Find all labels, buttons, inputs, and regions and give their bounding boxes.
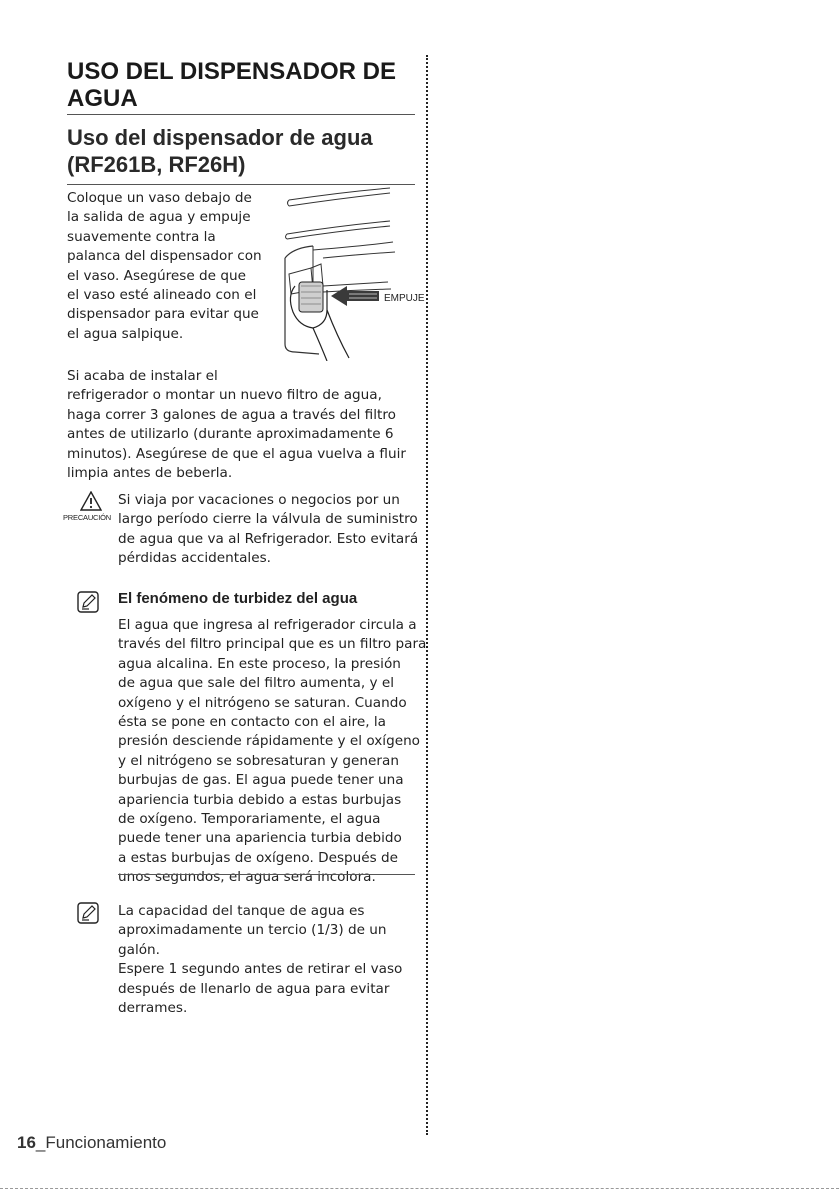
- note-line: derrames.: [118, 1000, 188, 1017]
- filter-line: refrigerador o montar un nuevo filtro de agua,: [67, 387, 382, 404]
- intro-line: el vaso. Asegúrese de que: [67, 267, 246, 284]
- note-line: después de llenarlo de agua para evitar: [118, 980, 390, 997]
- bottom-edge-line: [0, 1188, 839, 1189]
- footer-section-name: _Funcionamiento: [35, 1133, 167, 1152]
- note-line: puede tener una apariencia turbia debido: [118, 830, 402, 847]
- push-label: EMPUJE: [384, 293, 425, 304]
- note-line: través del filtro principal que es un filtro para: [118, 636, 427, 653]
- filter-paragraph: [67, 367, 417, 483]
- section-title-rule: [67, 114, 415, 115]
- filter-line: haga correr 3 galones de agua a través del filtro: [67, 406, 396, 423]
- caution-line: largo período cierre la válvula de suministro: [118, 511, 418, 528]
- subsection-title-line2: (RF261B, RF26H): [67, 152, 246, 177]
- intro-line: dispensador para evitar que: [67, 306, 259, 323]
- note-line: a estas burbujas de oxígeno. Después de: [118, 849, 399, 866]
- intro-line: palanca del dispensador con: [67, 248, 262, 265]
- section-title-line1: USO DEL DISPENSADOR DE: [67, 58, 396, 85]
- note-pencil-icon: [77, 591, 99, 618]
- filter-line: antes de utilizarlo (durante aproximadamente 6: [67, 426, 394, 443]
- note-line: burbujas de gas. El agua puede tener una: [118, 772, 404, 789]
- filter-line: minutos). Asegúrese de que el agua vuelva a fluir: [67, 445, 406, 462]
- intro-line: el vaso esté alineado con el: [67, 287, 257, 304]
- intro-line: Coloque un vaso debajo de: [67, 190, 252, 206]
- note-pencil-icon: [77, 902, 99, 929]
- intro-line: la salida de agua y empuje: [67, 209, 251, 226]
- note-line: presión desciende rápidamente y el oxígeno: [118, 733, 421, 750]
- caution-line: de agua que va al Refrigerador. Esto evitará: [118, 530, 419, 547]
- caution-text: [118, 491, 425, 569]
- intro-line: el agua salpique.: [67, 325, 184, 342]
- note-line: El agua que ingresa al refrigerador circula a: [118, 617, 417, 633]
- note-body: [118, 902, 418, 1018]
- section-title-line2: AGUA: [67, 85, 138, 112]
- caution-line: Si viaja por vacaciones o negocios por un: [118, 492, 400, 508]
- note-line: agua alcalina. En este proceso, la presión: [118, 655, 401, 672]
- note-line: aproximadamente un tercio (1/3) de un: [118, 922, 387, 939]
- note-line: de oxígeno. Temporariamente, el agua: [118, 811, 381, 828]
- filter-line: Si acaba de instalar el: [67, 368, 218, 384]
- note-line: Espere 1 segundo antes de retirar el vaso: [118, 961, 403, 978]
- headings: [67, 58, 415, 185]
- dispenser-illustration: [283, 186, 429, 361]
- note-line: apariencia turbia debido a estas burbujas: [118, 791, 402, 808]
- note-body: [118, 616, 430, 888]
- note-line: unos segundos, el agua será incolora.: [118, 869, 376, 886]
- column-divider: [426, 55, 428, 1135]
- caution-line: pérdidas accidentales.: [118, 550, 271, 567]
- note-line: oxígeno y el nitrógeno se saturan. Cuando: [118, 694, 407, 711]
- intro-line: suavemente contra la: [67, 228, 216, 245]
- note-line: y el nitrógeno se sobresaturan y generan: [118, 752, 399, 769]
- note-title: El fenómeno de turbidez del agua: [118, 590, 358, 607]
- intro-paragraph: [67, 189, 287, 344]
- note-line: galón.: [118, 941, 160, 958]
- note-line: de agua que sale del filtro aumenta, y el: [118, 675, 395, 692]
- note-line: ésta se pone en contacto con el aire, la: [118, 714, 386, 731]
- subsection-title-line1: Uso del dispensador de agua: [67, 125, 373, 150]
- note-line: La capacidad del tanque de agua es: [118, 903, 365, 919]
- caution-label: PRECAUCIÓN: [63, 513, 112, 522]
- subsection-title-rule: [67, 184, 415, 185]
- page-footer: [17, 1133, 166, 1153]
- page-number: 16: [17, 1133, 36, 1152]
- filter-line: limpia antes de beberla.: [67, 465, 233, 482]
- note-separator: [118, 874, 415, 875]
